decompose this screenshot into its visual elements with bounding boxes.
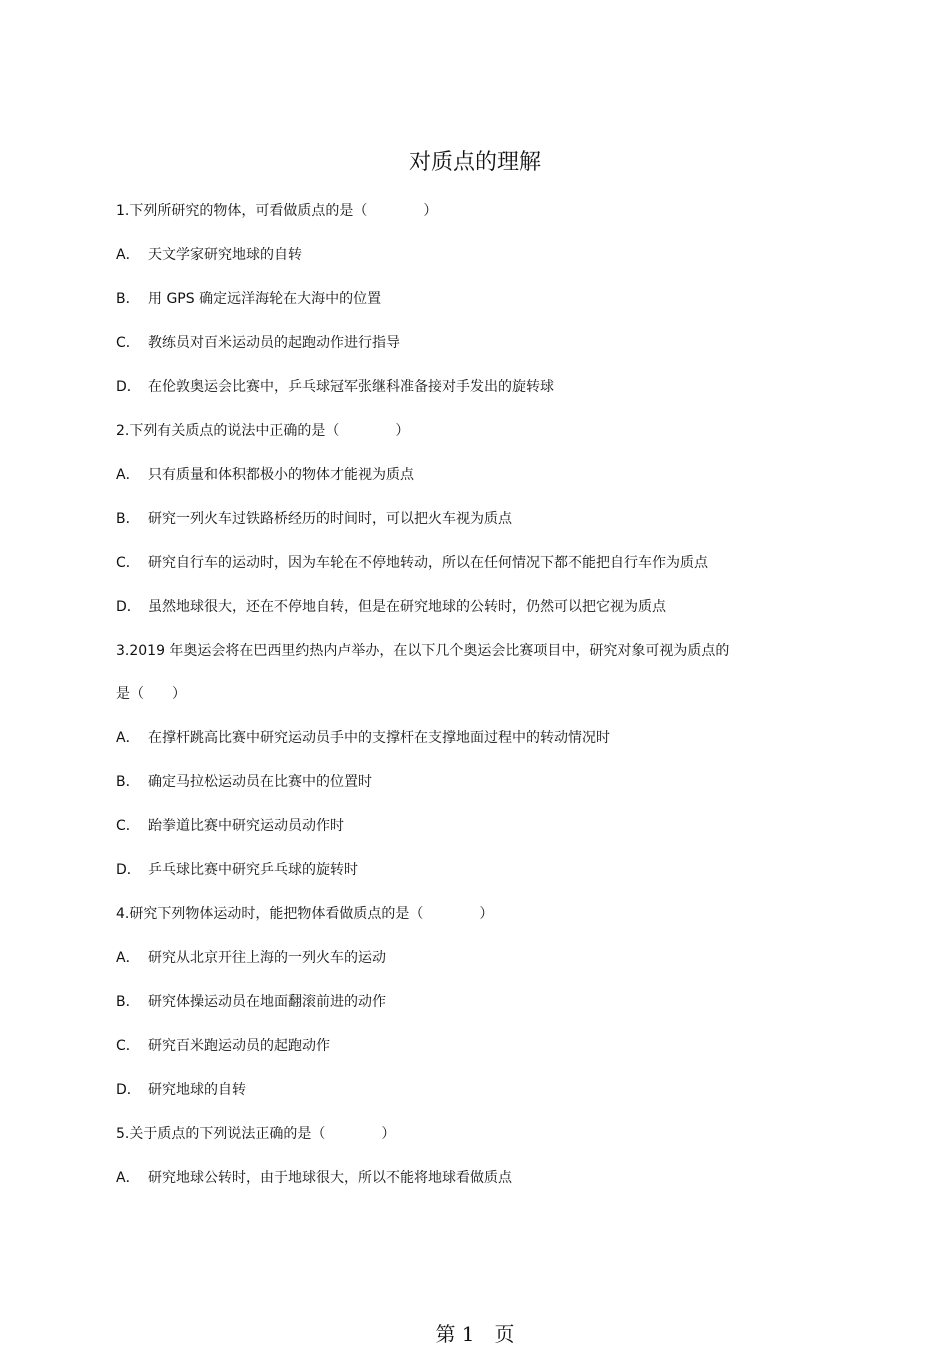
question-2-option-c [116, 553, 708, 573]
question-1-option-c [116, 333, 400, 353]
option-letter: A． [116, 730, 140, 746]
question-2-option-b [116, 509, 512, 529]
question-3-option-b [116, 772, 372, 792]
option-text: 研究地球的自转 [148, 1082, 246, 1098]
option-letter: C． [116, 335, 140, 351]
page-title: 对质点的理解 [408, 150, 541, 175]
question-3-option-d [116, 860, 358, 880]
option-text: 只有质量和体积都极小的物体才能视为质点 [148, 467, 414, 483]
option-letter: A． [116, 950, 140, 966]
option-text: 在伦敦奥运会比赛中，乒乓球冠军张继科准备接对手发出的旋转球 [148, 379, 554, 395]
option-letter: D． [116, 379, 141, 395]
question-3-stem: 3.2019 年奥运会将在巴西里约热内卢举办，在以下几个奥运会比赛项目中，研究对象可视为质点的 [116, 643, 730, 659]
question-4-option-b [116, 992, 386, 1012]
question-1-option-a [116, 245, 302, 265]
option-text: 确定马拉松运动员在比赛中的位置时 [148, 774, 372, 790]
option-letter: B． [116, 511, 140, 527]
option-letter: C． [116, 818, 140, 834]
question-1-option-d [116, 377, 554, 397]
question-2-option-d [116, 597, 666, 617]
question-5-stem: 5.关于质点的下列说法正确的是（ ） [116, 1126, 396, 1142]
option-text: 天文学家研究地球的自转 [148, 247, 302, 263]
question-2-option-a [116, 465, 414, 485]
option-letter: B． [116, 994, 140, 1010]
option-text: 研究地球公转时，由于地球很大，所以不能将地球看做质点 [148, 1170, 512, 1186]
option-text: 研究体操运动员在地面翻滚前进的动作 [148, 994, 386, 1010]
option-text: 教练员对百米运动员的起跑动作进行指导 [148, 335, 400, 351]
question-5-option-a [116, 1168, 512, 1188]
option-letter: D． [116, 1082, 141, 1098]
question-4-option-c [116, 1036, 330, 1056]
question-1-stem: 1.下列所研究的物体，可看做质点的是（ ） [116, 203, 438, 219]
question-1-option-b [116, 289, 381, 309]
option-text: 在撑杆跳高比赛中研究运动员手中的支撑杆在支撑地面过程中的转动情况时 [148, 730, 610, 746]
option-letter: B． [116, 774, 140, 790]
question-4-stem: 4.研究下列物体运动时，能把物体看做质点的是（ ） [116, 906, 494, 922]
question-4-option-a [116, 948, 386, 968]
option-text: 研究一列火车过铁路桥经历的时间时，可以把火车视为质点 [148, 511, 512, 527]
option-text: 研究从北京开往上海的一列火车的运动 [148, 950, 386, 966]
option-letter: D． [116, 599, 141, 615]
option-text: 跆拳道比赛中研究运动员动作时 [148, 818, 344, 834]
question-3-option-a [116, 728, 610, 748]
option-text: 研究自行车的运动时，因为车轮在不停地转动，所以在任何情况下都不能把自行车作为质点 [148, 555, 708, 571]
page-number: 第 1 页 [435, 1322, 515, 1346]
option-text: 用 GPS 确定远洋海轮在大海中的位置 [148, 291, 382, 307]
option-letter: C． [116, 1038, 140, 1054]
option-text: 乒乓球比赛中研究乒乓球的旋转时 [148, 862, 358, 878]
option-letter: D． [116, 862, 141, 878]
option-letter: A． [116, 1170, 140, 1186]
question-4-option-d [116, 1080, 246, 1100]
option-letter: A． [116, 247, 140, 263]
question-2-stem: 2.下列有关质点的说法中正确的是（ ） [116, 423, 410, 439]
question-3-stem-continued: 是（ ） [116, 686, 186, 702]
option-letter: C． [116, 555, 140, 571]
option-letter: A． [116, 467, 140, 483]
option-text: 虽然地球很大，还在不停地自转，但是在研究地球的公转时，仍然可以把它视为质点 [148, 599, 666, 615]
option-text: 研究百米跑运动员的起跑动作 [148, 1038, 330, 1054]
question-3-option-c [116, 816, 344, 836]
option-letter: B． [116, 291, 140, 307]
